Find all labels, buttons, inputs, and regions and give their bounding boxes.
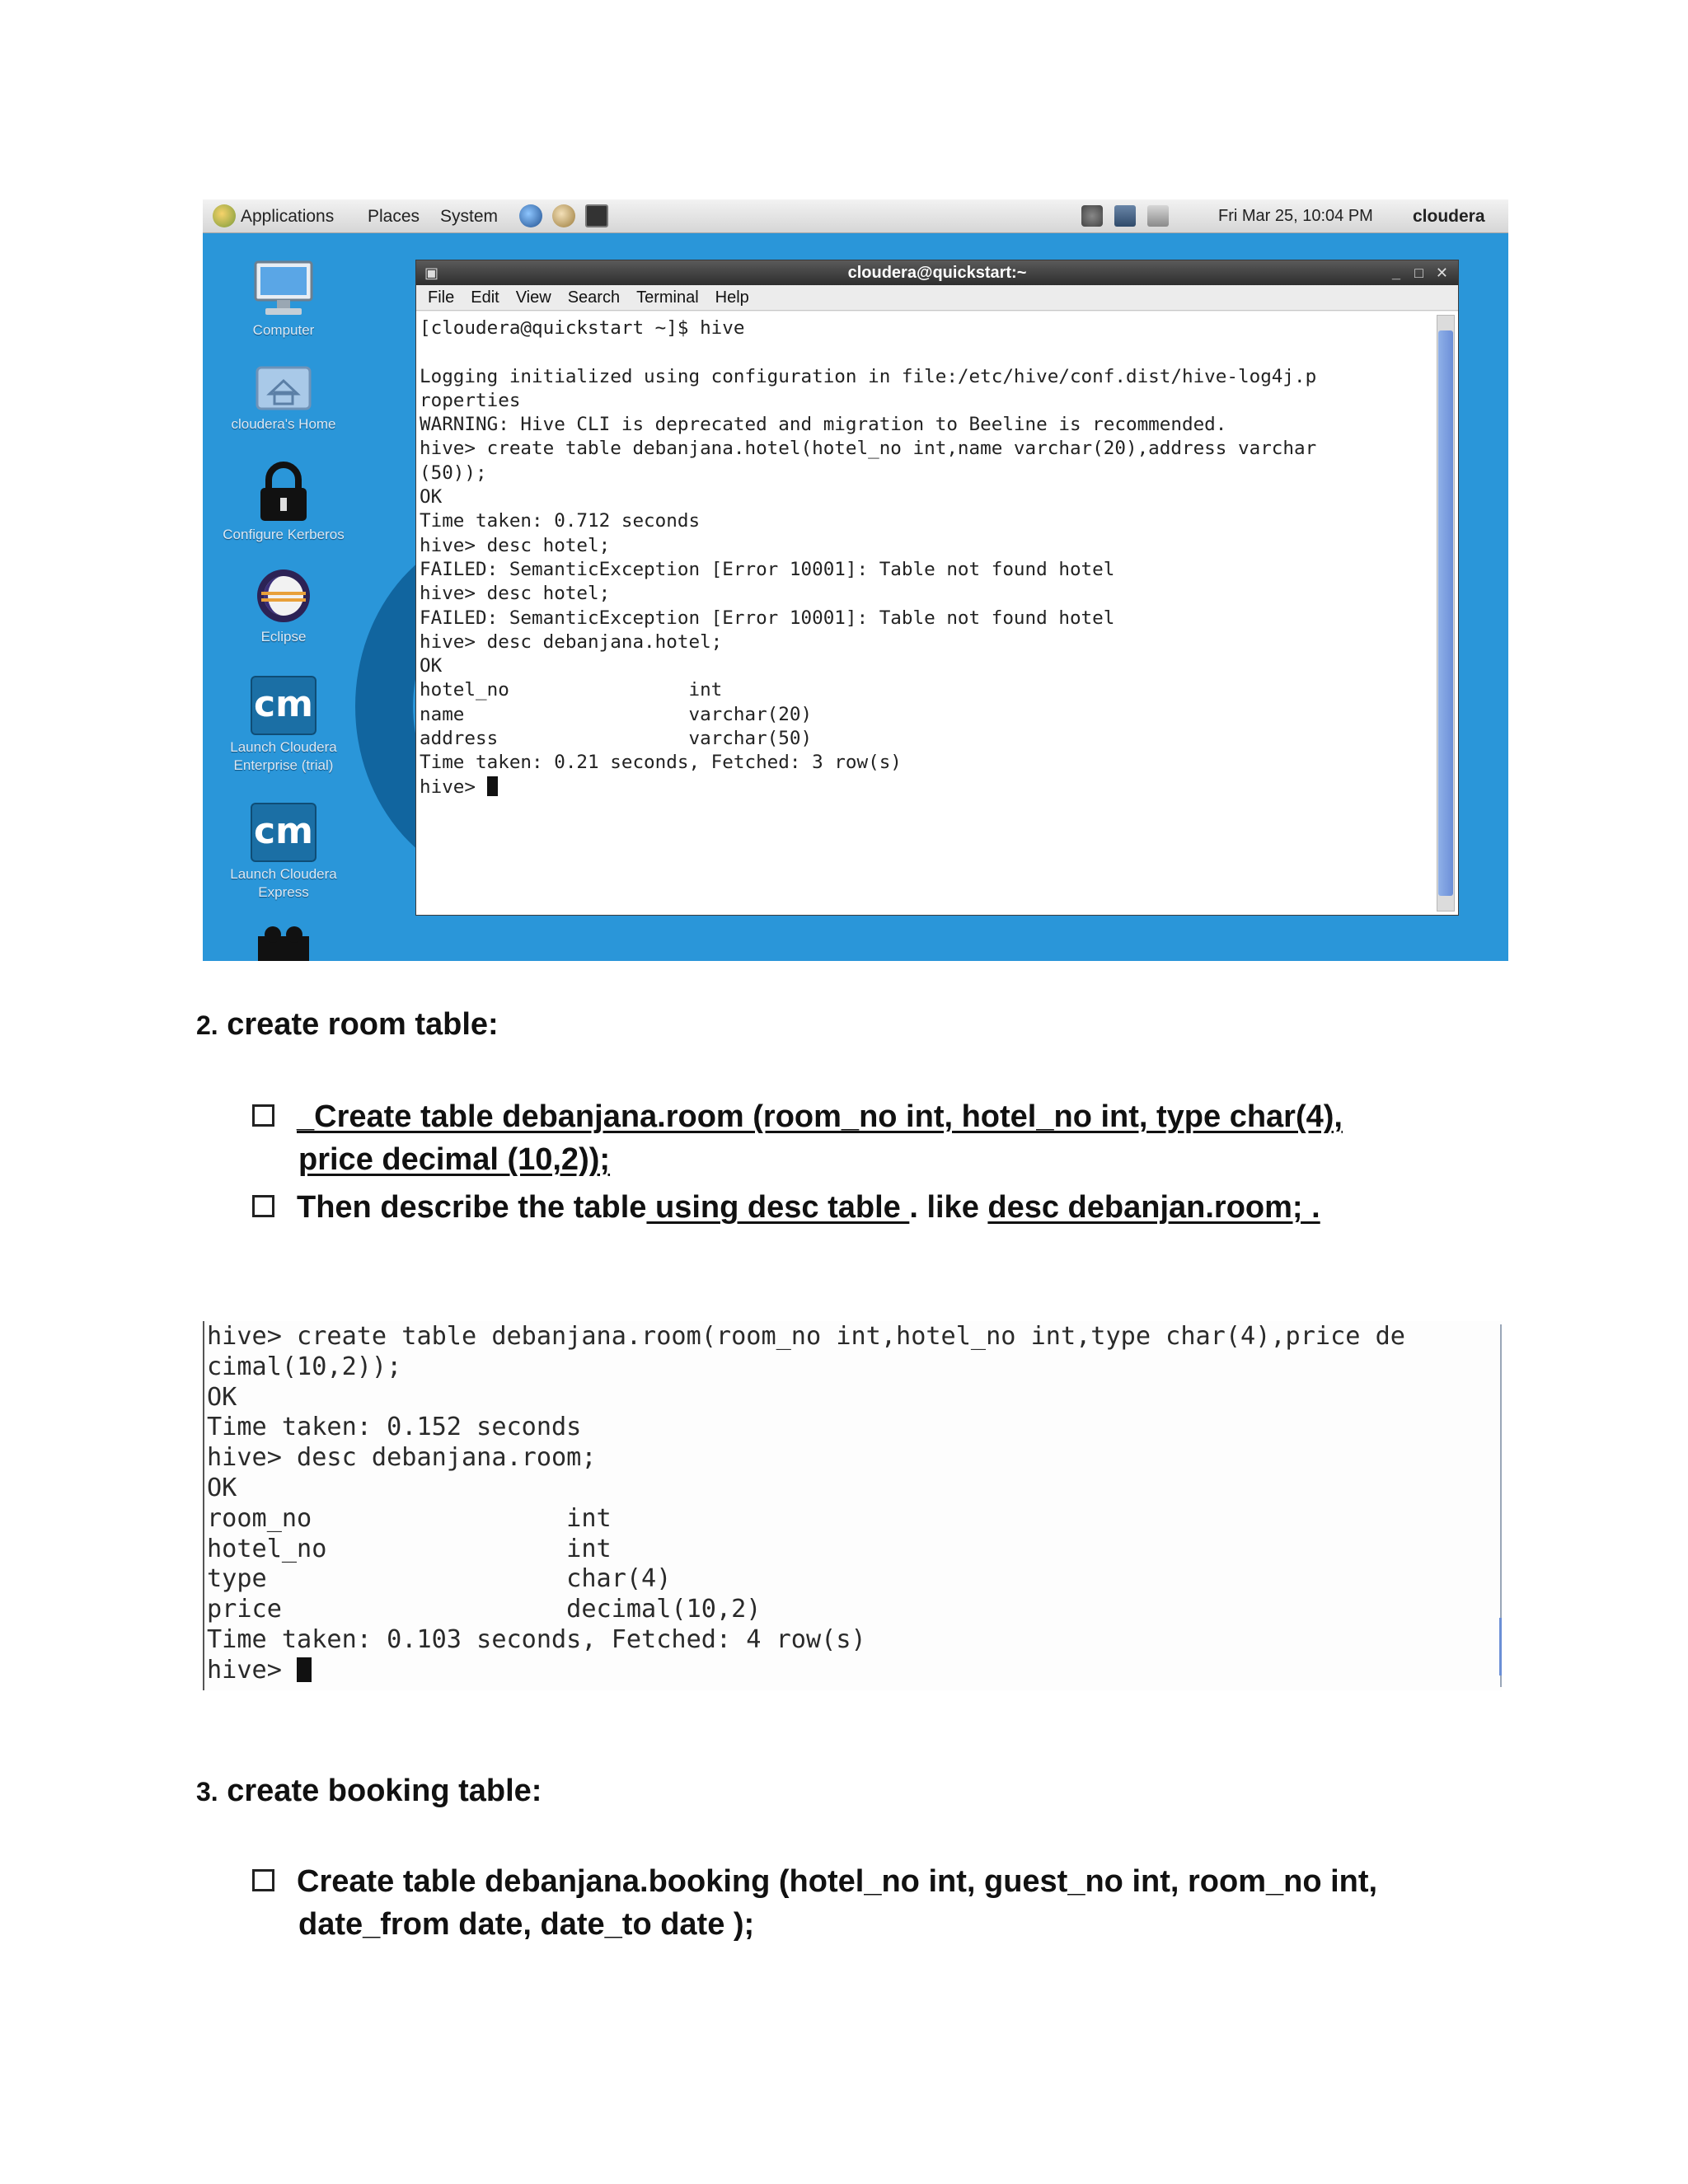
close-icon[interactable]: ✕ [1435, 265, 1448, 281]
eclipse-icon [255, 567, 312, 625]
terminal-line: name varchar(20) [420, 703, 813, 725]
text-cursor [297, 1657, 312, 1682]
terminal-line: type char(4) [207, 1564, 672, 1594]
terminal-title: cloudera@quickstart:~ [847, 264, 1027, 282]
update-notifier-icon[interactable] [1147, 205, 1169, 227]
terminal-line: Time taken: 0.152 seconds [207, 1413, 582, 1442]
bullet-text-underlined: using desc table [646, 1190, 910, 1225]
cloudera-manager-icon: cm [251, 803, 316, 862]
terminal-titlebar[interactable] [416, 260, 1458, 285]
network-icon[interactable] [1114, 205, 1136, 227]
terminal-line: FAILED: SemanticException [Error 10001]: Table not found hotel [420, 558, 1115, 580]
terminal-line: Logging initialized using configuration in file:/etc/hive/conf.dist/hive-log4j.p [420, 365, 1317, 387]
checkbox[interactable] [252, 1869, 274, 1891]
desktop-icon-eclipse[interactable] [203, 567, 391, 646]
terminal-line: hive> create table debanjana.room(room_no int,hotel_no int,type char(4),price de [207, 1322, 1405, 1351]
section-2-heading [196, 1007, 499, 1043]
terminal-line: hotel_no int [420, 679, 723, 701]
desktop-icon-computer[interactable] [203, 260, 391, 340]
terminal-line: WARNING: Hive CLI is deprecated and migration to Beeline is recommended. [420, 414, 1227, 436]
text-cursor [487, 776, 498, 796]
terminal-prompt: hive> [207, 1655, 298, 1685]
desktop-icon-label: Eclipse [260, 629, 307, 644]
bullet-line: Create table debanjana.booking (hotel_no int, guest_no int, room_no int, [297, 1864, 1378, 1899]
desktop-icon-label: Launch Cloudera Enterprise (trial) [230, 739, 337, 773]
minimize-icon[interactable]: _ [1391, 265, 1400, 281]
terminal-window[interactable] [415, 260, 1459, 916]
menu-search[interactable]: Search [567, 288, 621, 307]
terminal-output [420, 316, 1429, 799]
desktop-screenshot [203, 199, 1508, 961]
terminal-line: [cloudera@quickstart ~]$ hive [420, 317, 745, 339]
terminal-line: OK [420, 486, 443, 509]
checkbox[interactable] [252, 1104, 274, 1127]
list-item [252, 1185, 1472, 1235]
terminal-line: OK [207, 1473, 237, 1502]
clock[interactable]: Fri Mar 25, 10:04 PM [1218, 207, 1373, 225]
section-title: create booking table: [227, 1774, 542, 1808]
desktop-icon-kerberos[interactable] [203, 462, 391, 544]
terminal-line: FAILED: SemanticException [Error 10001]: Table not found hotel [420, 607, 1115, 629]
desktop-icon-label: cloudera's Home [231, 416, 336, 432]
section-number: 3. [196, 1777, 218, 1807]
desktop-icon-partial[interactable] [203, 925, 391, 961]
browser-globe-icon[interactable] [519, 204, 542, 227]
menu-file[interactable]: File [428, 288, 455, 307]
terminal-screenshot [203, 1321, 1502, 1690]
applications-icon[interactable] [213, 204, 236, 227]
terminal-body[interactable] [416, 312, 1458, 915]
terminal-line: OK [420, 655, 443, 677]
terminal-prompt: hive> [420, 776, 487, 798]
terminal-line: hive> desc debanjana.room; [207, 1443, 597, 1473]
menu-terminal[interactable]: Terminal [636, 288, 699, 307]
menu-places[interactable]: Places [368, 207, 420, 226]
terminal-line: Time taken: 0.103 seconds, Fetched: 4 row(s) [207, 1624, 866, 1654]
lock-icon [257, 462, 310, 523]
computer-icon [252, 260, 315, 318]
terminal-line: price decimal(10,2) [207, 1595, 762, 1624]
terminal-line: hive> create table debanjana.hotel(hotel_no int,name varchar(20),address varchar [420, 438, 1317, 460]
terminal-line: Time taken: 0.21 seconds, Fetched: 3 row(s) [420, 752, 902, 774]
bullet-line: _Create table debanjana.room (room_no int, hotel_no int, type char(4), [297, 1099, 1343, 1134]
terminal-output [207, 1322, 1405, 1686]
bullet-text: Then describe the table [297, 1190, 647, 1225]
bullet-text: . like [909, 1190, 988, 1225]
desktop-icon-home[interactable] [203, 363, 391, 434]
terminal-line: hive> desc hotel; [420, 534, 611, 556]
desktop-icon-cloudera-express[interactable] [203, 803, 391, 902]
maximize-icon[interactable]: □ [1414, 265, 1423, 281]
bullet-line: date_from date, date_to date ); [298, 1907, 755, 1942]
terminal-line: hive> desc hotel; [420, 583, 611, 605]
home-folder-icon [255, 363, 312, 412]
terminal-launcher-icon[interactable] [585, 204, 608, 227]
terminal-line: (50)); [420, 462, 487, 484]
desktop-icon-cloudera-enterprise[interactable] [203, 676, 391, 775]
terminal-line: hive> desc debanjana.hotel; [420, 630, 723, 653]
desktop-icon-label: Computer [252, 322, 315, 338]
terminal-scrollbar[interactable] [1437, 315, 1455, 912]
desktop-icon-label: Launch Cloudera Express [230, 866, 337, 900]
user-menu[interactable]: cloudera [1413, 207, 1485, 226]
desktop-icon-label: Configure Kerberos [223, 527, 345, 542]
scrollbar-thumb[interactable] [1438, 330, 1453, 896]
terminal-line: roperties [420, 389, 521, 411]
menu-help[interactable]: Help [715, 288, 749, 307]
cloudera-manager-icon: cm [251, 676, 316, 735]
top-panel [203, 199, 1508, 233]
gift-icon [255, 925, 312, 961]
terminal-line: room_no int [207, 1503, 612, 1533]
checkbox[interactable] [252, 1195, 274, 1217]
section-3-heading [196, 1774, 542, 1809]
menu-edit[interactable]: Edit [471, 288, 499, 307]
scrollbar-thumb[interactable] [1499, 1618, 1502, 1675]
menu-view[interactable]: View [515, 288, 551, 307]
menu-system[interactable]: System [440, 207, 499, 226]
bullet-line: price decimal (10,2)); [298, 1142, 611, 1177]
terminal-line: OK [207, 1382, 237, 1412]
section-title: create room table: [227, 1007, 499, 1042]
terminal-line: address varchar(50) [420, 728, 813, 750]
mail-icon[interactable] [552, 204, 575, 227]
terminal-line: hotel_no int [207, 1534, 612, 1563]
terminal-line: cimal(10,2)); [207, 1352, 402, 1381]
volume-icon[interactable] [1081, 205, 1103, 227]
list-item [252, 1859, 1472, 1958]
window-menu-icon[interactable]: ▣ [424, 265, 439, 281]
list-item [252, 1094, 1472, 1193]
section-number: 2. [196, 1010, 218, 1040]
terminal-line: Time taken: 0.712 seconds [420, 510, 701, 532]
menu-applications[interactable]: Applications [241, 207, 335, 226]
terminal-menubar [416, 285, 1458, 311]
bullet-line [297, 1185, 1320, 1230]
bullet-text-underlined: desc debanjan.room; . [987, 1190, 1320, 1225]
